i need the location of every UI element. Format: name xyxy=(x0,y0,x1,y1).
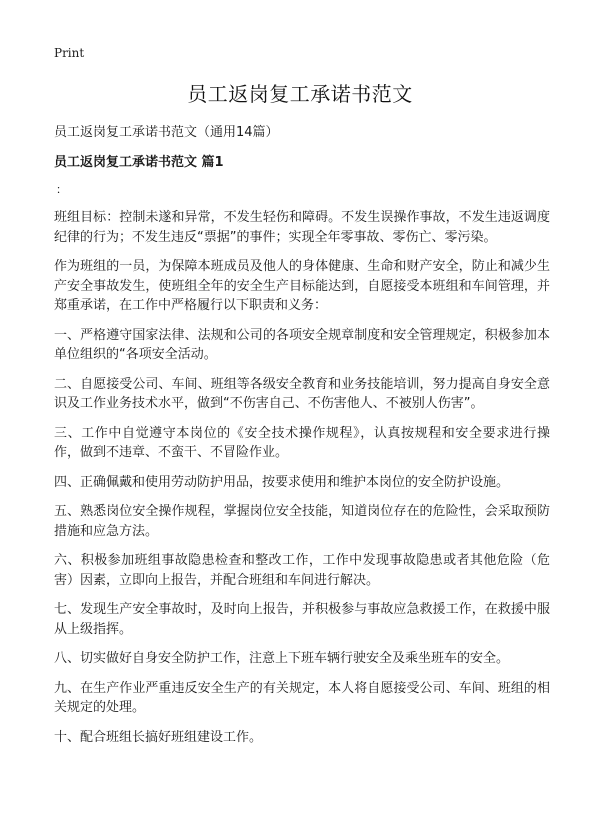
paragraph-item-2: 二、自愿接受公司、车间、班组等各级安全教育和业务技能培训，努力提高自身安全意识及工作业务技术水平，做到“不伤害自己、不伤害他人、不被别人伤害”。 xyxy=(54,376,550,411)
section-mark: ： xyxy=(56,183,67,196)
document-body xyxy=(54,208,550,757)
document-title: 员工返岗复工承诺书范文 xyxy=(187,82,413,106)
paragraph-item-5: 五、熟悉岗位安全操作规程，掌握岗位安全技能，知道岗位存在的危险性，会采取预防措施和应急方法。 xyxy=(54,504,550,539)
paragraph-item-8: 八、切实做好自身安全防护工作，注意上下班车辆行驶安全及乘坐班车的安全。 xyxy=(54,651,510,666)
paragraph-item-9: 九、在生产作业严重违反安全生产的有关规定，本人将自愿接受公司、车间、班组的相关规定的处理。 xyxy=(54,680,550,715)
document-subtitle: 员工返岗复工承诺书范文（通用14篇） xyxy=(54,125,279,140)
paragraph-item-7: 七、发现生产安全事故时，及时向上报告，并积极参与事故应急救援工作，在救援中服从上级指挥。 xyxy=(54,602,550,637)
paragraph-item-3: 三、工作中自觉遵守本岗位的《安全技术操作规程》，认真按规程和安全要求进行操作，做到不违章、不蛮干、不冒险作业。 xyxy=(54,425,550,460)
paragraph-intro: 作为班组的一员，为保障本班成员及他人的身体健康、生命和财产安全，防止和减少生产安全事故发生，使班组全年的安全生产目标能达到，自愿接受本班组和车间管理，并郑重承诺，在工作中严格履行以下职责和义务： xyxy=(54,259,550,313)
paragraph-item-6: 六、积极参加班组事故隐患检查和整改工作，工作中发现事故隐患或者其他危险（危害）因素，立即向上报告，并配合班组和车间进行解决。 xyxy=(54,553,550,588)
paragraph-item-1: 一、严格遵守国家法律、法规和公司的各项安全规章制度和安全管理规定，积极参加本单位组织的“各项安全活动。 xyxy=(54,327,550,362)
paragraph-item-10: 十、配合班组长搞好班组建设工作。 xyxy=(54,729,263,745)
print-link[interactable]: Print xyxy=(54,46,85,60)
paragraph-item-4: 四、正确佩戴和使用劳动防护用品，按要求使用和维护本岗位的安全防护设施。 xyxy=(54,474,510,490)
paragraph-goal: 班组目标：控制未遂和异常，不发生轻伤和障碍。不发生误操作事故，不发生违返调度纪律的行为；不发生违反“票据”的事件；实现全年零事故、零伤亡、零污染。 xyxy=(54,210,550,245)
section-heading: 员工返岗复工承诺书范文 篇1 xyxy=(54,155,224,170)
